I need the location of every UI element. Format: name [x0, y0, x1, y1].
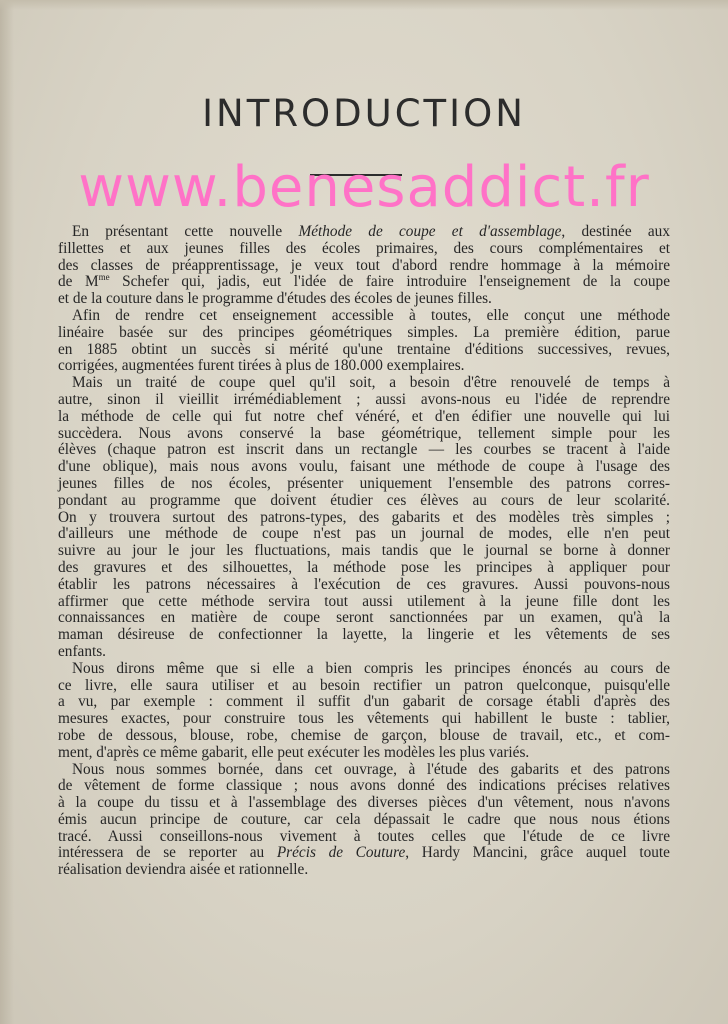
text-line: à la coupe du tissu et à l'assemblage des diverses pièces d'un vêtement, nous n'avons [58, 794, 670, 812]
text-line: linéaire basée sur des principes géométriques simples. La première édition, parue [58, 323, 670, 341]
text-line: mesures exactes, pour construire tous les vêtements qui habillent le buste : tablier, [58, 710, 670, 728]
text-line: d'une oblique), mais nous avons voulu, faisant une méthode de coupe à l'usage des [58, 458, 670, 476]
watermark-url: www.benesaddict.fr [78, 155, 650, 220]
text-line: établir les patrons nécessaires à l'exécution de ces gravures. Aussi pouvons-nous [58, 575, 670, 593]
page-edge-shadow-left [0, 0, 14, 1024]
text-line: des gravures et des silhouettes, la méthode pose les principes à appliquer pour [58, 558, 670, 576]
text-line: émis aucun principe de couture, car cela dépassait le cadre que nous nous étions [58, 810, 670, 828]
text-line: tracé. Aussi conseillons-nous vivement à toutes celles que l'étude de ce livre [58, 827, 670, 845]
text-line: succèdera. Nous avons conservé la base géométrique, tellement simple pour les [58, 424, 670, 442]
text-line: d'ailleurs une méthode de coupe n'est pas un journal de modes, elle n'en peut [58, 525, 670, 543]
text-line: ce livre, elle saura utiliser et au besoin rectifier un patron quelconque, puisqu'elle [58, 676, 670, 694]
text-line: et de la couture dans le programme d'études des écoles de jeunes filles. [58, 290, 492, 308]
text-line: On y trouvera surtout des patrons-types, des gabarits et des modèles très simples ; [58, 508, 670, 526]
text-line: jeunes filles de nos écoles, présenter uniquement l'ensemble des patrons corres- [58, 474, 670, 492]
text-line: Mais un traité de coupe quel qu'il soit, a besoin d'être renouvelé de temps à [72, 374, 670, 392]
text-line: en 1885 obtint un succès si mérité qu'une trentaine d'éditions successives, revues, [58, 340, 670, 358]
text-line: pondant au programme que doivent étudier ces élèves au cours de leur scolarité. [58, 491, 670, 509]
paragraph [58, 375, 670, 661]
text-line: fillettes et aux jeunes filles des écoles primaires, des cours complémentaires et [58, 239, 670, 257]
text-line: affirmer que cette méthode servira tout aussi utilement à la jeune fille dont les [58, 592, 670, 610]
text-line: de vêtement de forme classique ; nous avons donné des indications précises relatives [58, 777, 670, 795]
page-title: INTRODUCTION [202, 92, 526, 135]
paragraph [58, 661, 670, 762]
introduction-body [58, 224, 670, 879]
text-line: corrigées, augmentées furent tirées à plus de 180.000 exemplaires. [58, 357, 465, 375]
text-line: de $M^{me}$ Schefer qui, jadis, eut l'idée de faire introduire l'enseignement de la coupe [58, 272, 670, 291]
text-line: intéressera de se reporter au Précis de Couture, Hardy Mancini, grâce auquel toute [58, 844, 670, 862]
text-line: ment, d'après ce même gabarit, elle peut exécuter les modèles les plus variés. [58, 743, 530, 761]
paragraph [58, 308, 670, 375]
text-line: élèves (chaque patron est inscrit dans un rectangle — les courbes se tracent à l'aide [58, 441, 670, 459]
text-line: des classes de préapprentissage, je veux tout d'abord rendre hommage à la mémoire [58, 256, 670, 274]
text-line: Nous nous sommes bornée, dans cet ouvrage, à l'étude des gabarits et des patrons [72, 760, 670, 778]
text-line: En présentant cette nouvelle Méthode de coupe et d'assemblage, destinée aux [72, 223, 670, 240]
paragraph [58, 224, 670, 308]
text-line: Nous dirons même que si elle a bien compris les principes énoncés au cours de [72, 659, 670, 677]
text-line: maman désireuse de confectionner la layette, la lingerie et les vêtements de ses [58, 626, 670, 644]
text-line: suivre au jour le jour les fluctuations, mais tandis que le journal se borne à donner [58, 542, 670, 560]
paragraph [58, 762, 670, 880]
text-line: Afin de rendre cet enseignement accessible à toutes, elle conçut une méthode [72, 306, 670, 324]
text-line: enfants. [58, 642, 106, 660]
text-line: connaissances en matière de coupe seront sanctionnées par un examen, qu'à la [58, 609, 670, 627]
text-line: a vu, par exemple : comment il suffit d'un gabarit de corsage établi d'après des [58, 693, 670, 711]
text-line: réalisation deviendra aisée et rationnelle. [58, 861, 309, 879]
page-edge-shadow-top [0, 0, 728, 10]
text-line: autre, sinon il vieillit irrémédiablement ; aussi avons-nous eu l'idée de reprendre [58, 390, 670, 408]
text-line: la méthode de celle qui fut notre chef vénéré, et d'en édifier une nouvelle qui lui [58, 407, 670, 425]
text-line: robe de dessous, blouse, robe, chemise de garçon, blouse de travail, etc., et com- [58, 726, 670, 744]
